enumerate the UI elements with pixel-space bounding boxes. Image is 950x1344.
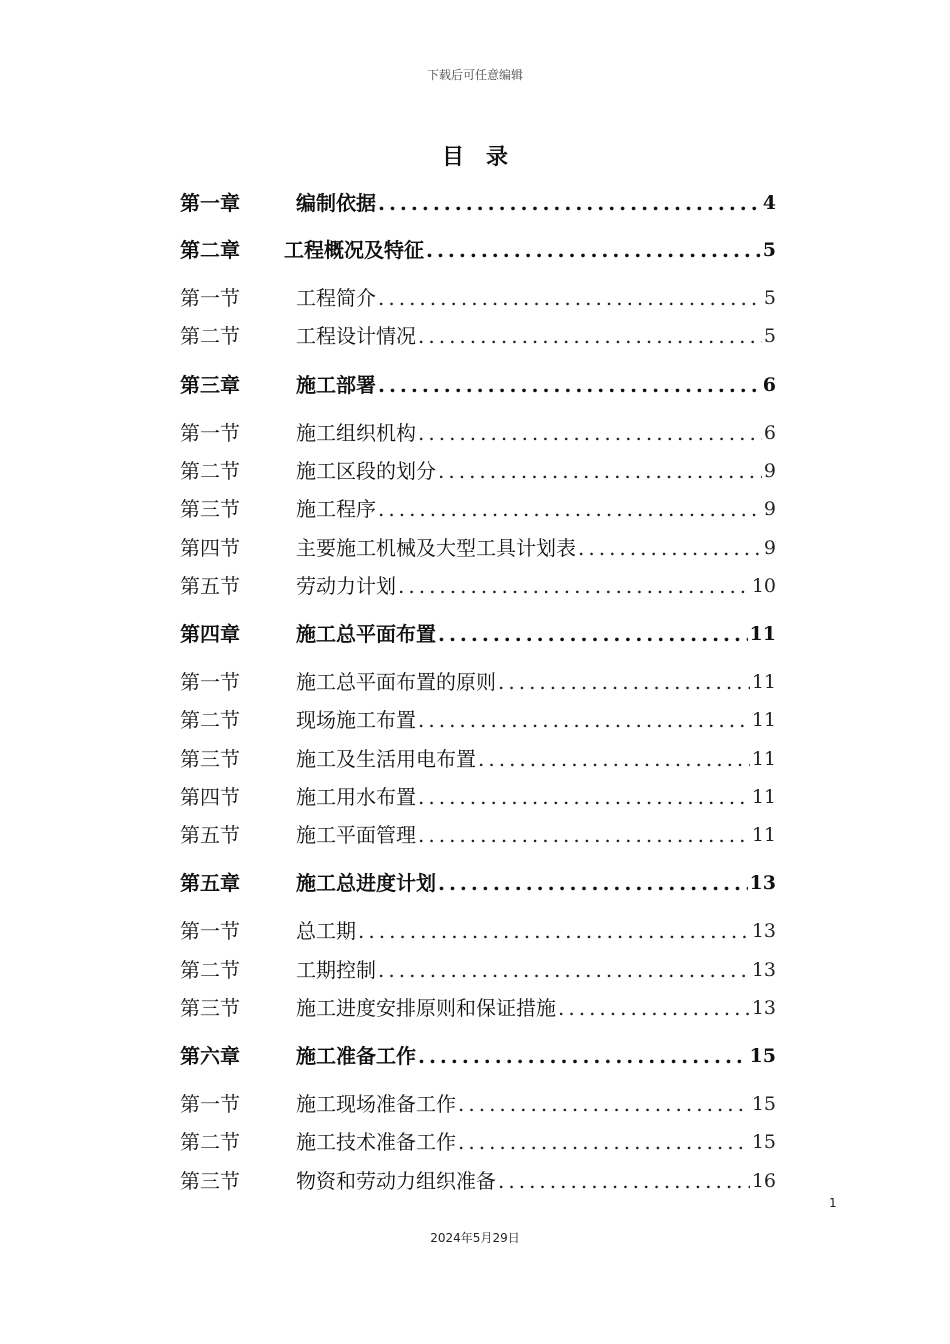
- dot-leader: [418, 418, 762, 448]
- toc-entry-section[interactable]: [180, 571, 776, 601]
- toc-entry-page: 5: [763, 287, 776, 309]
- toc-entry-text: 总工期: [296, 919, 356, 943]
- toc-entry-label: 第一节: [180, 1092, 240, 1116]
- dot-leader: [438, 868, 748, 898]
- toc-entry-page: 13: [751, 920, 776, 942]
- toc-entry-label: 第二节: [180, 324, 240, 348]
- toc-title: 目录: [441, 145, 530, 170]
- toc-entry-label: 第二章: [180, 238, 240, 262]
- toc-entry-label: 第五节: [180, 574, 240, 598]
- dot-leader: [498, 1166, 750, 1196]
- dot-leader: [358, 916, 750, 946]
- dot-leader: [378, 188, 761, 218]
- dot-leader: [378, 494, 762, 524]
- toc-entry-section[interactable]: [180, 820, 776, 850]
- toc-entry-label: 第六章: [180, 1044, 240, 1068]
- dot-leader: [418, 1041, 748, 1071]
- toc-entry-chapter[interactable]: [180, 1041, 776, 1071]
- toc-entry-page: 5: [762, 239, 776, 261]
- toc-entry-label: 第二节: [180, 459, 240, 483]
- toc-entry-page: 4: [762, 192, 776, 214]
- toc-entry-section[interactable]: [180, 916, 776, 946]
- toc-entry-chapter[interactable]: [180, 619, 776, 649]
- toc-entry-section[interactable]: [180, 283, 776, 313]
- toc-entry-section[interactable]: [180, 533, 776, 563]
- toc-entry-page: 11: [751, 786, 776, 808]
- toc-entry-section[interactable]: [180, 321, 776, 351]
- toc-entry-page: 13: [751, 959, 776, 981]
- toc-entry-section[interactable]: [180, 744, 776, 774]
- toc-entry-page: 11: [751, 748, 776, 770]
- toc-entry-label: 第三节: [180, 747, 240, 771]
- dot-leader: [438, 456, 762, 486]
- dot-leader: [418, 782, 750, 812]
- toc-entry-label: 第二节: [180, 1130, 240, 1154]
- toc-entry-text: 施工现场准备工作: [296, 1092, 456, 1116]
- toc-entry-text: 工期控制: [296, 958, 376, 982]
- dot-leader: [378, 283, 762, 313]
- toc-entry-page: 15: [749, 1045, 776, 1067]
- dot-leader: [378, 370, 761, 400]
- toc-entry-page: 15: [751, 1093, 776, 1115]
- toc-entry-page: 5: [763, 325, 776, 347]
- toc-entry-section[interactable]: [180, 456, 776, 486]
- toc-entry-label: 第三节: [180, 497, 240, 521]
- toc-entry-page: 9: [763, 537, 776, 559]
- toc-entry-label: 第一节: [180, 670, 240, 694]
- toc-entry-text: 施工准备工作: [296, 1044, 416, 1068]
- toc-entry-label: 第五节: [180, 823, 240, 847]
- dot-leader: [458, 1089, 750, 1119]
- toc-entry-text: 工程设计情况: [296, 324, 416, 348]
- toc-entry-text: 施工进度安排原则和保证措施: [296, 996, 556, 1020]
- toc-entry-text: 现场施工布置: [296, 708, 416, 732]
- toc-entry-page: 6: [762, 374, 776, 396]
- dot-leader: [498, 667, 750, 697]
- toc-entry-text: 施工区段的划分: [296, 459, 436, 483]
- toc-entry-section[interactable]: [180, 1089, 776, 1119]
- toc-entry-text: 劳动力计划: [296, 574, 396, 598]
- dot-leader: [458, 1127, 750, 1157]
- toc-entry-chapter[interactable]: [180, 188, 776, 218]
- toc-entry-chapter[interactable]: [180, 235, 776, 265]
- toc-entry-label: 第三节: [180, 996, 240, 1020]
- dot-leader: [438, 619, 748, 649]
- toc-entry-section[interactable]: [180, 993, 776, 1023]
- toc-entry-text: 施工组织机构: [296, 421, 416, 445]
- toc-entry-label: 第三章: [180, 373, 240, 397]
- toc-entry-label: 第四节: [180, 536, 240, 560]
- dot-leader: [558, 993, 750, 1023]
- toc-entry-page: 13: [749, 872, 776, 894]
- toc-entry-label: 第五章: [180, 871, 240, 895]
- page-number: 1: [829, 1196, 837, 1210]
- toc-entry-section[interactable]: [180, 1127, 776, 1157]
- toc-entry-page: 9: [763, 460, 776, 482]
- toc-entry-text: 工程概况及特征: [284, 238, 424, 262]
- toc-entry-label: 第一节: [180, 286, 240, 310]
- toc-entry-section[interactable]: [180, 418, 776, 448]
- toc-entry-section[interactable]: [180, 494, 776, 524]
- toc-entry-text: 施工总进度计划: [296, 871, 436, 895]
- toc-entry-text: 施工平面管理: [296, 823, 416, 847]
- dot-leader: [426, 235, 761, 265]
- toc-entry-chapter[interactable]: [180, 370, 776, 400]
- toc-entry-page: 11: [749, 623, 776, 645]
- toc-entry-page: 11: [751, 824, 776, 846]
- toc-entry-section[interactable]: [180, 782, 776, 812]
- toc-entry-section[interactable]: [180, 705, 776, 735]
- page-footer-date: 2024年5月29日: [430, 1231, 520, 1245]
- toc-entry-label: 第二节: [180, 708, 240, 732]
- toc-entry-label: 第二节: [180, 958, 240, 982]
- toc-entry-page: 11: [751, 671, 776, 693]
- dot-leader: [418, 321, 762, 351]
- toc-entry-page: 9: [763, 498, 776, 520]
- page-header: 下载后可任意编辑: [426, 68, 523, 82]
- toc-entry-chapter[interactable]: [180, 868, 776, 898]
- toc-entry-text: 施工部署: [296, 373, 376, 397]
- toc-entry-text: 施工用水布置: [296, 785, 416, 809]
- toc-entry-text: 工程简介: [296, 286, 376, 310]
- toc-entry-page: 10: [751, 575, 776, 597]
- toc-entry-page: 16: [751, 1170, 776, 1192]
- toc-entry-text: 施工总平面布置: [296, 622, 436, 646]
- toc-entry-text: 编制依据: [296, 191, 376, 215]
- toc-entry-text: 施工及生活用电布置: [296, 747, 476, 771]
- dot-leader: [478, 744, 750, 774]
- toc-entry-section[interactable]: [180, 1166, 776, 1196]
- toc-entry-page: 15: [751, 1131, 776, 1153]
- toc-entry-section[interactable]: [180, 667, 776, 697]
- toc-entry-section[interactable]: [180, 955, 776, 985]
- dot-leader: [418, 705, 750, 735]
- dot-leader: [398, 571, 750, 601]
- toc-entry-label: 第四节: [180, 785, 240, 809]
- toc-entry-label: 第四章: [180, 622, 240, 646]
- toc-entry-label: 第三节: [180, 1169, 240, 1193]
- dot-leader: [418, 820, 750, 850]
- toc-entry-label: 第一章: [180, 191, 240, 215]
- toc-entry-label: 第一节: [180, 919, 240, 943]
- toc-entry-text: 施工技术准备工作: [296, 1130, 456, 1154]
- dot-leader: [578, 533, 762, 563]
- toc-entry-text: 施工总平面布置的原则: [296, 670, 496, 694]
- toc-entry-text: 主要施工机械及大型工具计划表: [296, 536, 576, 560]
- toc-entry-text: 施工程序: [296, 497, 376, 521]
- toc-entry-label: 第一节: [180, 421, 240, 445]
- toc-entry-page: 11: [751, 709, 776, 731]
- toc-entry-text: 物资和劳动力组织准备: [296, 1169, 496, 1193]
- toc-entry-page: 13: [751, 997, 776, 1019]
- toc-entry-page: 6: [763, 422, 776, 444]
- dot-leader: [378, 955, 750, 985]
